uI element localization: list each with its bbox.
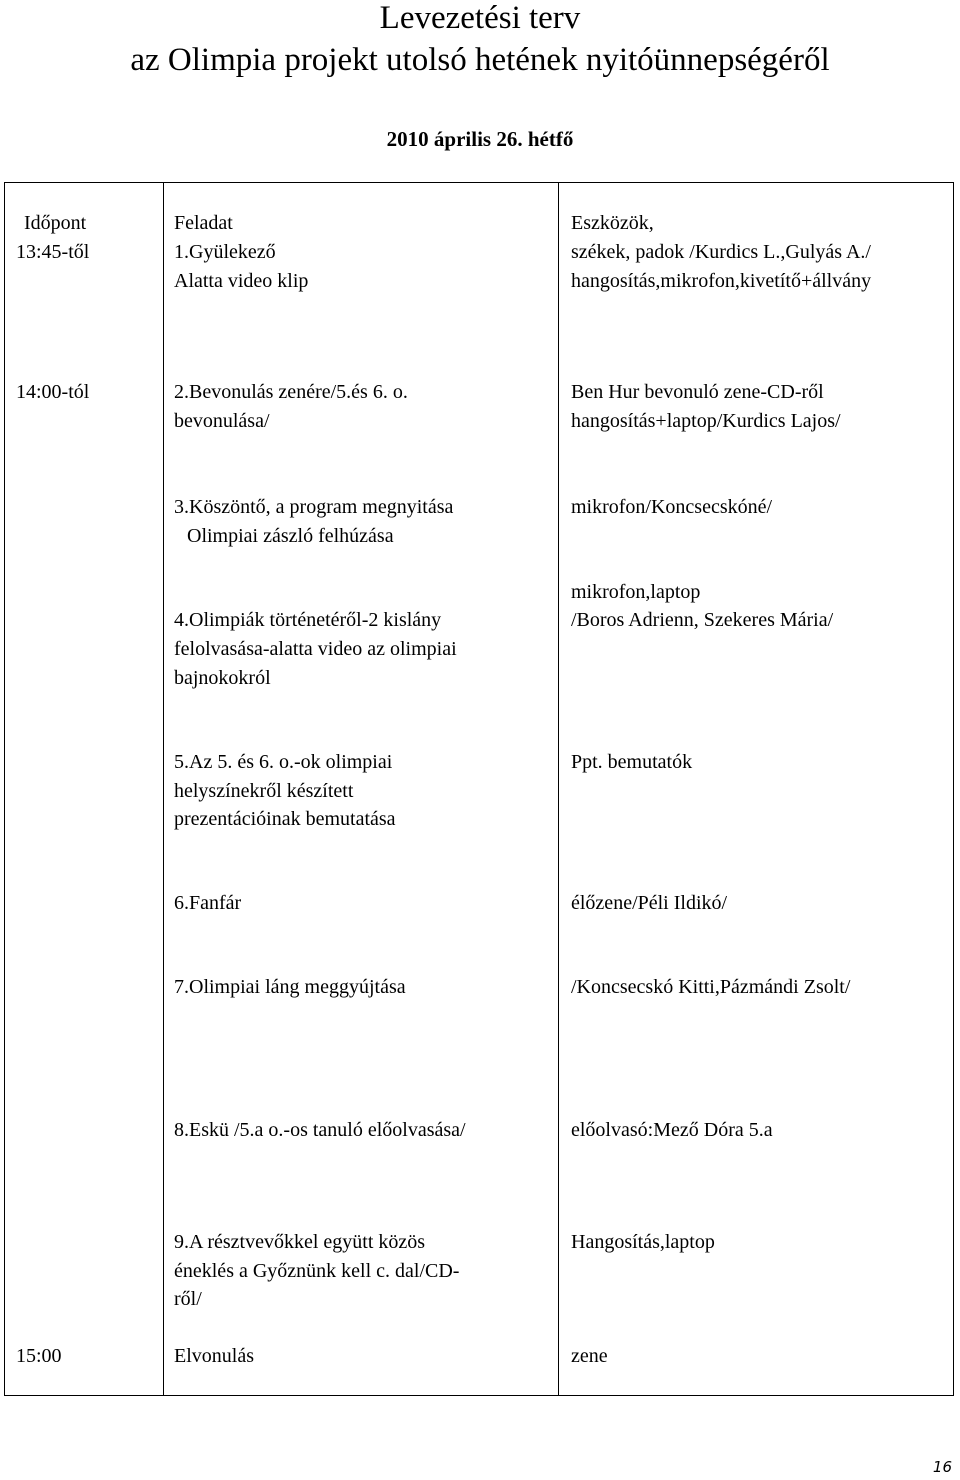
row-3-task-line-2: Olimpiai zászló felhúzása <box>187 525 394 547</box>
row-7-tools-line-1: /Koncsecskó Kitti,Pázmándi Zsolt/ <box>571 976 851 998</box>
row-8-tools-line-1: előolvasó:Mező Dóra 5.a <box>571 1119 773 1141</box>
row-2-task-line-1: 2.Bevonulás zenére/5.és 6. o. <box>174 381 408 403</box>
row-10-time: 15:00 <box>16 1345 62 1367</box>
row-1-tools-line-1: székek, padok /Kurdics L.,Gulyás A./ <box>571 241 871 263</box>
row-4-tools-line-1: mikrofon,laptop <box>571 581 701 603</box>
column-divider-1 <box>163 182 164 1396</box>
row-3-tools-line-1: mikrofon/Koncsecskóné/ <box>571 496 773 518</box>
row-4-task-line-3: bajnokokról <box>174 667 271 689</box>
row-8-task-line-1: 8.Eskü /5.a o.-os tanuló előolvasása/ <box>174 1119 466 1141</box>
row-4-task-line-2: felolvasása-alatta video az olimpiai <box>174 638 457 660</box>
row-5-task-line-1: 5.Az 5. és 6. o.-ok olimpiai <box>174 751 393 773</box>
row-4-tools-line-2: /Boros Adrienn, Szekeres Mária/ <box>571 609 834 631</box>
row-2-tools-line-1: Ben Hur bevonuló zene-CD-ről <box>571 381 824 403</box>
row-1-time: 13:45-től <box>16 241 90 263</box>
row-9-task-line-1: 9.A résztvevőkkel együtt közös <box>174 1231 426 1253</box>
header-task: Feladat <box>174 212 233 234</box>
row-9-tools-line-1: Hangosítás,laptop <box>571 1231 715 1253</box>
row-2-task-line-2: bevonulása/ <box>174 410 270 432</box>
table-border-top <box>4 182 954 183</box>
row-2-tools-line-2: hangosítás+laptop/Kurdics Lajos/ <box>571 410 841 432</box>
row-10-task-line-1: Elvonulás <box>174 1345 254 1367</box>
row-1-task-line-2: Alatta video klip <box>174 270 309 292</box>
row-10-tools-line-1: zene <box>571 1345 608 1367</box>
row-4-task-line-1: 4.Olimpiák történetéről-2 kislány <box>174 609 442 631</box>
row-5-task-line-3: prezentációinak bemutatása <box>174 808 396 830</box>
event-date: 2010 április 26. hétfő <box>386 127 574 151</box>
row-3-task-line-1: 3.Köszöntő, a program megnyitása <box>174 496 454 518</box>
row-1-task-line-1: 1.Gyülekező <box>174 241 276 263</box>
table-border-right <box>953 182 954 1396</box>
row-6-tools-line-1: élőzene/Péli Ildikó/ <box>571 892 728 914</box>
row-9-task-line-3: ről/ <box>174 1288 202 1310</box>
row-1-tools-line-2: hangosítás,mikrofon,kivetítő+állvány <box>571 270 872 292</box>
column-divider-2 <box>558 182 559 1396</box>
row-2-time: 14:00-tól <box>16 381 90 403</box>
table-border-bottom <box>4 1395 954 1396</box>
title-line-1: Levezetési terv <box>379 0 581 36</box>
row-7-task-line-1: 7.Olimpiai láng meggyújtása <box>174 976 406 998</box>
row-6-task-line-1: 6.Fanfár <box>174 892 242 914</box>
header-time: Időpont <box>24 212 87 234</box>
row-9-task-line-2: éneklés a Győznünk kell c. dal/CD- <box>174 1260 460 1282</box>
page-number: 16 <box>932 1458 952 1476</box>
table-border-left <box>4 182 5 1396</box>
row-5-tools-line-1: Ppt. bemutatók <box>571 751 693 773</box>
title-line-2: az Olimpia projekt utolsó hetének nyitóünnepségéről <box>130 42 830 78</box>
header-tools: Eszközök, <box>571 212 654 234</box>
row-5-task-line-2: helyszínekről készített <box>174 780 354 802</box>
